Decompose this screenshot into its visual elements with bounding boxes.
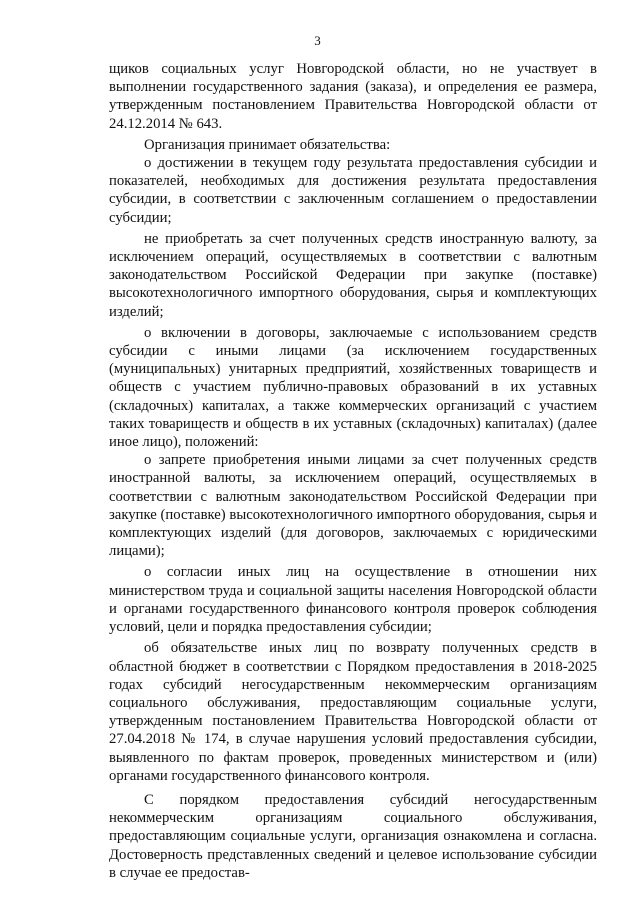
paragraph-contract-provisions: о включении в договоры, заключаемые с использованием средств субсидии с иными лицами (за исключением государственных (муниципальных) унитарных предприятий, хозяйственных товариществ и обществ с участием публично-правовых образований в их уставных (складочных) капиталах, а также коммерческих организаций с участием таких товариществ и обществ в их уставных (складочных) капиталах) (далее иное лицо), положений: xyxy=(109,324,597,451)
paragraph-acknowledgement: С порядком предоставления субсидий негосударственным некоммерческим организациям социального обслуживания, предоставляющим социальные услуги, организация ознакомлена и согласна. Достоверность представленных сведений и целевое использование субсидии в случае ее предостав- xyxy=(109,791,597,881)
paragraph-obligations-intro: Организация принимает обязательства: xyxy=(144,136,391,153)
paragraph-continuation: щиков социальных услуг Новгородской области, но не участвует в выполнении государственного задания (заказа), и определения ее размера, утвержденным постановлением Правительства Новгородской области от 24.12.2014 № 643. xyxy=(109,61,597,132)
paragraph-inspection-consent: о согласии иных лиц на осуществление в отношении них министерством труда и социальной защиты населения Новгородской области и органами государственного финансового контроля проверок соблюдения условий, цели и порядка предоставления субсидии; xyxy=(109,564,597,636)
page-number: 3 xyxy=(314,33,321,48)
paragraph-refund-obligation: об обязательстве иных лиц по возврату полученных средств в областной бюджет в соответствии с Порядком предоставления в 2018-2025 годах субсидий негосударственным некоммерческим организациям социального обслуживания, предоставляющим социальные услуги, утвержденным постановлением Правительства Новгородской области от 27.04.2018 № 174, в случае нарушения условий предоставления субсидии, выявленного по фактам проверок, проведенных министерством и (или) органами государственного финансового контроля. xyxy=(109,640,597,784)
paragraph-currency-prohibition: о запрете приобретения иными лицами за счет полученных средств иностранной валюты, за исключением операций, осуществляемых в соответствии с валютным законодательством Российской Федерации при закупке (поставке) высокотехнологичного импортного оборудования, сырья и комплектующих изделий (для договоров, заключаемых с юридическими лицами); xyxy=(109,452,597,560)
document-body xyxy=(109,60,597,882)
paragraph-currency-restriction: не приобретать за счет полученных средств иностранную валюту, за исключением операций, осуществляемых в соответствии с валютным законодательством Российской Федерации при закупке (поставке) высокотехнологичного импортного оборудования, сырья и комплектующих изделий; xyxy=(109,230,597,320)
paragraph-result-achievement: о достижении в текущем году результата предоставления субсидии и показателей, необходимых для достижения результата предоставления субсидии, в соответствии с заключенным соглашением о предоставлении субсидии; xyxy=(109,155,597,226)
